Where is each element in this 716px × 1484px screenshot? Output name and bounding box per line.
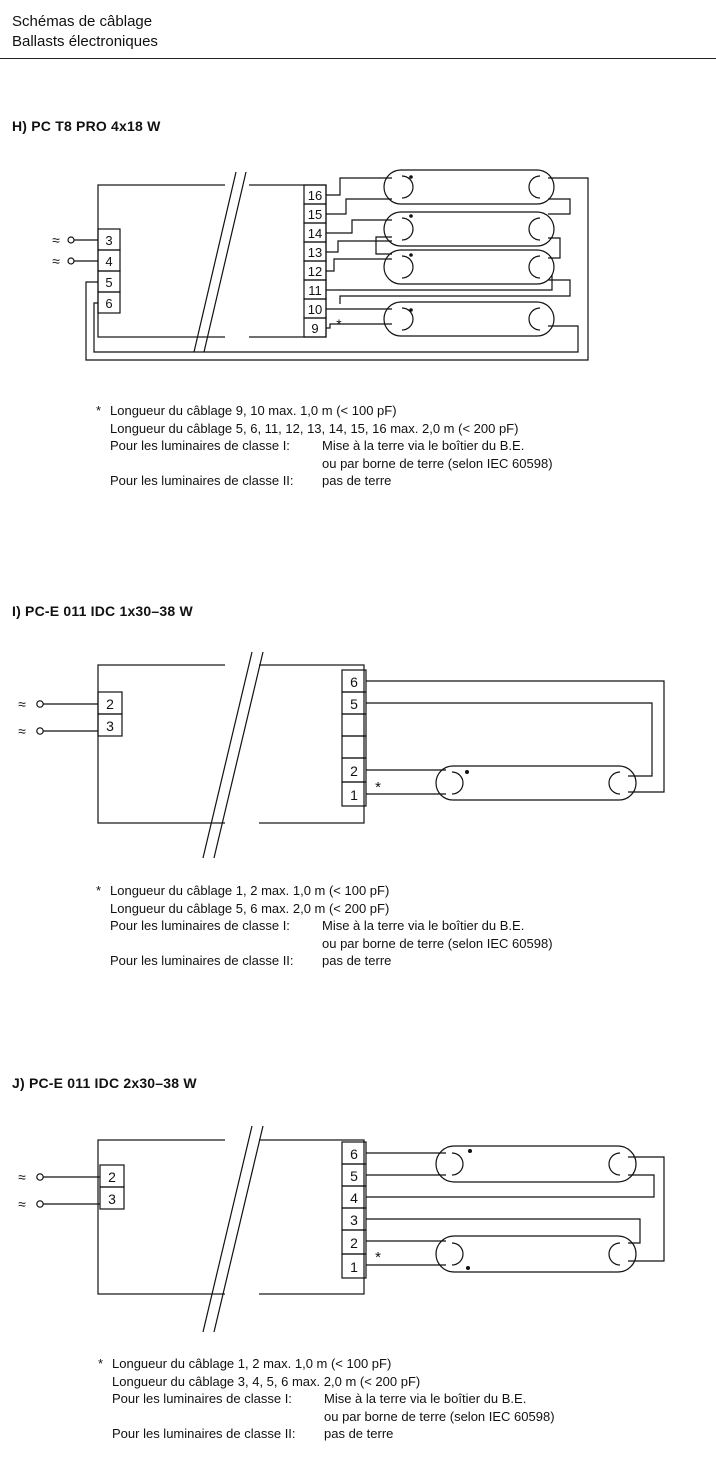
notes-h [96,402,553,490]
note-label: Pour les luminaires de classe II: [110,953,294,968]
terminal-label: 9 [311,321,319,336]
terminal-label: 4 [350,1190,358,1206]
terminal-label: 15 [307,207,323,222]
note-label: Pour les luminaires de classe I: [112,1391,292,1406]
terminal-label: 5 [105,275,113,290]
wiring-diagram-i [0,645,716,865]
wiring [366,1153,664,1265]
note-value: pas de terre [324,1426,394,1441]
notes-j [98,1355,555,1443]
terminal-label: 6 [350,674,358,690]
ballast-box [98,185,326,337]
terminal-label: 11 [308,283,322,298]
terminal-label: 3 [106,718,114,734]
terminal-label: 2 [108,1169,116,1185]
note-value: pas de terre [322,473,392,488]
note-line: Longueur du câblage 1, 2 max. 1,0 m (< 100 pF) [112,1356,392,1371]
lamp-tube [384,302,554,336]
asterisk-marker: * [375,779,381,796]
terminal-label: 2 [106,696,114,712]
terminal-label: 1 [350,787,358,803]
note-line: Longueur du câblage 5, 6 max. 2,0 m (< 200 pF) [110,900,390,916]
section-i-title: I) PC-E 011 IDC 1x30–38 W [12,603,193,619]
asterisk-marker: * [96,883,102,898]
note-label: Pour les luminaires de classe I: [110,918,290,933]
terminal-label: 2 [350,763,358,779]
terminal-label: 14 [307,226,323,241]
ac-symbol: ≈ [18,1196,26,1212]
asterisk-marker: * [336,316,342,332]
terminal-label: 6 [350,1146,358,1162]
asterisk-marker: * [98,1356,104,1371]
terminal-label: 2 [350,1235,358,1251]
asterisk-marker: * [96,403,102,418]
terminal-label: 13 [307,245,323,260]
terminal-label: 5 [350,1168,358,1184]
wiring [86,178,588,360]
note-value: Mise à la terre via le boîtier du B.E. [322,918,525,933]
terminal-label: 6 [105,296,113,311]
section-j-title: J) PC-E 011 IDC 2x30–38 W [12,1075,197,1091]
wiring [366,681,664,794]
terminal-label: 1 [350,1259,358,1275]
note-value: ou par borne de terre (selon IEC 60598) [324,1408,555,1424]
mains-connector [68,258,74,264]
note-line: Longueur du câblage 1, 2 max. 1,0 m (< 100 pF) [110,883,390,898]
lamp-tube [436,1236,636,1272]
mains-connector [37,701,43,707]
ac-symbol: ≈ [18,1169,26,1185]
note-line: Longueur du câblage 9, 10 max. 1,0 m (< 100 pF) [110,403,397,418]
mains-connector [37,728,43,734]
terminal-label: 3 [108,1191,116,1207]
ac-symbol: ≈ [18,723,26,739]
mains-connector [68,237,74,243]
terminal-label: 3 [350,1212,358,1228]
note-label: Pour les luminaires de classe II: [112,1426,296,1441]
terminal-label: 5 [350,696,358,712]
note-label: Pour les luminaires de classe I: [110,438,290,453]
page-header [12,12,158,52]
header-title-line2: Ballasts électroniques [12,33,158,50]
wiring-diagram-j [0,1120,716,1340]
mains-connector [37,1174,43,1180]
terminal-label: 10 [307,302,323,317]
note-value: pas de terre [322,953,392,968]
lamp-tube [384,250,554,284]
terminal-label: 12 [307,264,323,279]
ac-symbol: ≈ [52,232,60,248]
note-value: ou par borne de terre (selon IEC 60598) [322,935,553,951]
ac-symbol: ≈ [52,253,60,269]
terminal-label: 3 [105,233,113,248]
lamp-tube [436,766,636,800]
note-line: Longueur du câblage 3, 4, 5, 6 max. 2,0 m (< 200 pF) [112,1373,421,1389]
note-label: Pour les luminaires de classe II: [110,473,294,488]
note-value: Mise à la terre via le boîtier du B.E. [322,438,525,453]
lamp-tube [384,170,554,204]
header-title-line1: Schémas de câblage [12,13,153,30]
notes-i [96,882,553,970]
wiring-diagram-h [0,160,716,370]
lamp-tube [384,212,554,246]
ac-symbol: ≈ [18,696,26,712]
note-value: ou par borne de terre (selon IEC 60598) [322,455,553,471]
note-value: Mise à la terre via le boîtier du B.E. [324,1391,527,1406]
terminal-label: 16 [307,188,323,203]
section-h-title: H) PC T8 PRO 4x18 W [12,118,161,134]
terminal-label: 4 [105,254,113,269]
asterisk-marker: * [375,1249,381,1266]
note-line: Longueur du câblage 5, 6, 11, 12, 13, 14, 15, 16 max. 2,0 m (< 200 pF) [110,420,519,436]
lamp-tube [436,1146,636,1182]
header-rule [0,58,716,59]
mains-connector [37,1201,43,1207]
